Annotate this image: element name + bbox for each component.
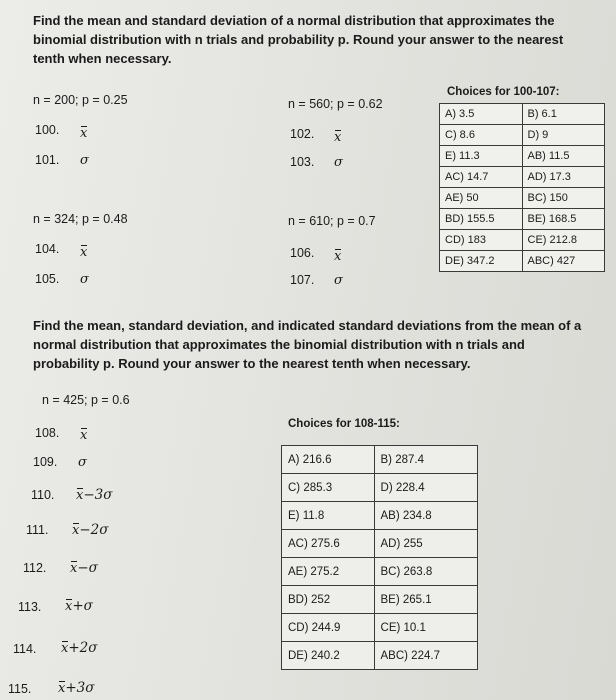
expression: x−σ [70, 560, 98, 576]
choice-cell: A) 216.6 [282, 446, 375, 474]
choice-cell: AB) 234.8 [374, 502, 477, 530]
choice-cell: BC) 150 [522, 188, 605, 209]
choice-cell: AB) 11.5 [522, 146, 605, 167]
choice-cell: AE) 275.2 [282, 558, 375, 586]
question-number: 104. [35, 242, 60, 256]
choice-cell: E) 11.8 [282, 502, 375, 530]
choice-row [440, 188, 605, 209]
choice-cell: DE) 240.2 [282, 642, 375, 670]
choice-cell: B) 287.4 [374, 446, 477, 474]
question-number: 102. [290, 127, 315, 141]
question-number: 114. [13, 642, 37, 656]
choice-row [282, 446, 478, 474]
choice-cell: AE) 50 [440, 188, 523, 209]
choice-row [440, 251, 605, 272]
sd-symbol: σ [80, 272, 89, 287]
choice-cell: D) 228.4 [374, 474, 477, 502]
choice-cell: C) 8.6 [440, 125, 523, 146]
choice-cell: BE) 265.1 [374, 586, 477, 614]
question-number: 107. [290, 273, 315, 287]
choice-row [282, 530, 478, 558]
instructions-1: Find the mean and standard deviation of a normal distribution that approximates the binomial distribution with n trials and probability p. Round your answer to the nearest tenth when necessary. [33, 13, 564, 66]
choice-row [440, 230, 605, 251]
choice-cell: AD) 17.3 [522, 167, 605, 188]
choice-row [440, 125, 605, 146]
question-number: 105. [35, 272, 60, 286]
question-number: 101. [35, 153, 60, 167]
choice-cell: E) 11.3 [440, 146, 523, 167]
instructions-2: Find the mean, standard deviation, and indicated standard deviations from the mean of a normal distribution that approximates the binomial distribution with n trials and probability p. Round your answer to the nearest tenth when necessary. [33, 318, 582, 371]
choice-cell: CE) 212.8 [522, 230, 605, 251]
choice-cell: D) 9 [522, 125, 605, 146]
question-number: 110. [31, 488, 55, 502]
choice-cell: BE) 168.5 [522, 209, 605, 230]
choice-cell: AC) 14.7 [440, 167, 523, 188]
choice-row [282, 558, 478, 586]
sd-symbol: σ [80, 153, 89, 168]
choice-cell: DE) 347.2 [440, 251, 523, 272]
choice-row [440, 146, 605, 167]
group-label-1: n = 200; p = 0.25 [33, 93, 128, 107]
choice-row [440, 104, 605, 125]
choice-row [282, 614, 478, 642]
choices-title-2: Choices for 108-115: [288, 418, 400, 430]
group-label-3: n = 324; p = 0.48 [33, 212, 128, 226]
sd-symbol: σ [334, 155, 343, 170]
choice-cell: CD) 244.9 [282, 614, 375, 642]
mean-symbol: x [80, 126, 88, 141]
params-label: n = 425; p = 0.6 [42, 393, 130, 407]
choice-row [282, 474, 478, 502]
choice-cell: BD) 155.5 [440, 209, 523, 230]
choices-title-1: Choices for 100-107: [447, 86, 560, 98]
question-number: 103. [290, 155, 315, 169]
expression: x+2σ [61, 640, 98, 656]
question-number: 100. [35, 123, 60, 137]
choice-cell: B) 6.1 [522, 104, 605, 125]
sd-symbol: σ [78, 455, 87, 470]
choice-cell: ABC) 427 [522, 251, 605, 272]
group-label-2: n = 560; p = 0.62 [288, 97, 383, 111]
choice-cell: CD) 183 [440, 230, 523, 251]
mean-symbol: x [334, 249, 342, 264]
choice-cell: ABC) 224.7 [374, 642, 477, 670]
choices-table-2 [281, 445, 478, 670]
question-number: 113. [18, 600, 42, 614]
mean-symbol: x [80, 428, 88, 443]
sd-symbol: σ [334, 273, 343, 288]
choice-cell: A) 3.5 [440, 104, 523, 125]
choice-cell: CE) 10.1 [374, 614, 477, 642]
group-label-4: n = 610; p = 0.7 [288, 214, 376, 228]
choice-row [440, 209, 605, 230]
mean-symbol: x [334, 130, 342, 145]
question-number: 115. [8, 682, 32, 696]
choice-cell: AC) 275.6 [282, 530, 375, 558]
choice-cell: BC) 263.8 [374, 558, 477, 586]
choice-row [282, 642, 478, 670]
choice-row [282, 502, 478, 530]
choice-cell: C) 285.3 [282, 474, 375, 502]
expression: x+σ [65, 598, 93, 614]
choice-cell: AD) 255 [374, 530, 477, 558]
question-number: 112. [23, 561, 47, 575]
expression: x−3σ [76, 487, 113, 503]
question-number: 108. [35, 426, 60, 440]
choices-table-1 [439, 103, 605, 272]
choice-cell: BD) 252 [282, 586, 375, 614]
expression: x−2σ [72, 522, 109, 538]
choice-row [282, 586, 478, 614]
question-number: 109. [33, 455, 58, 469]
question-number: 106. [290, 246, 315, 260]
question-number: 111. [26, 523, 49, 537]
expression: x+3σ [58, 680, 95, 696]
choice-row [440, 167, 605, 188]
mean-symbol: x [80, 245, 88, 260]
